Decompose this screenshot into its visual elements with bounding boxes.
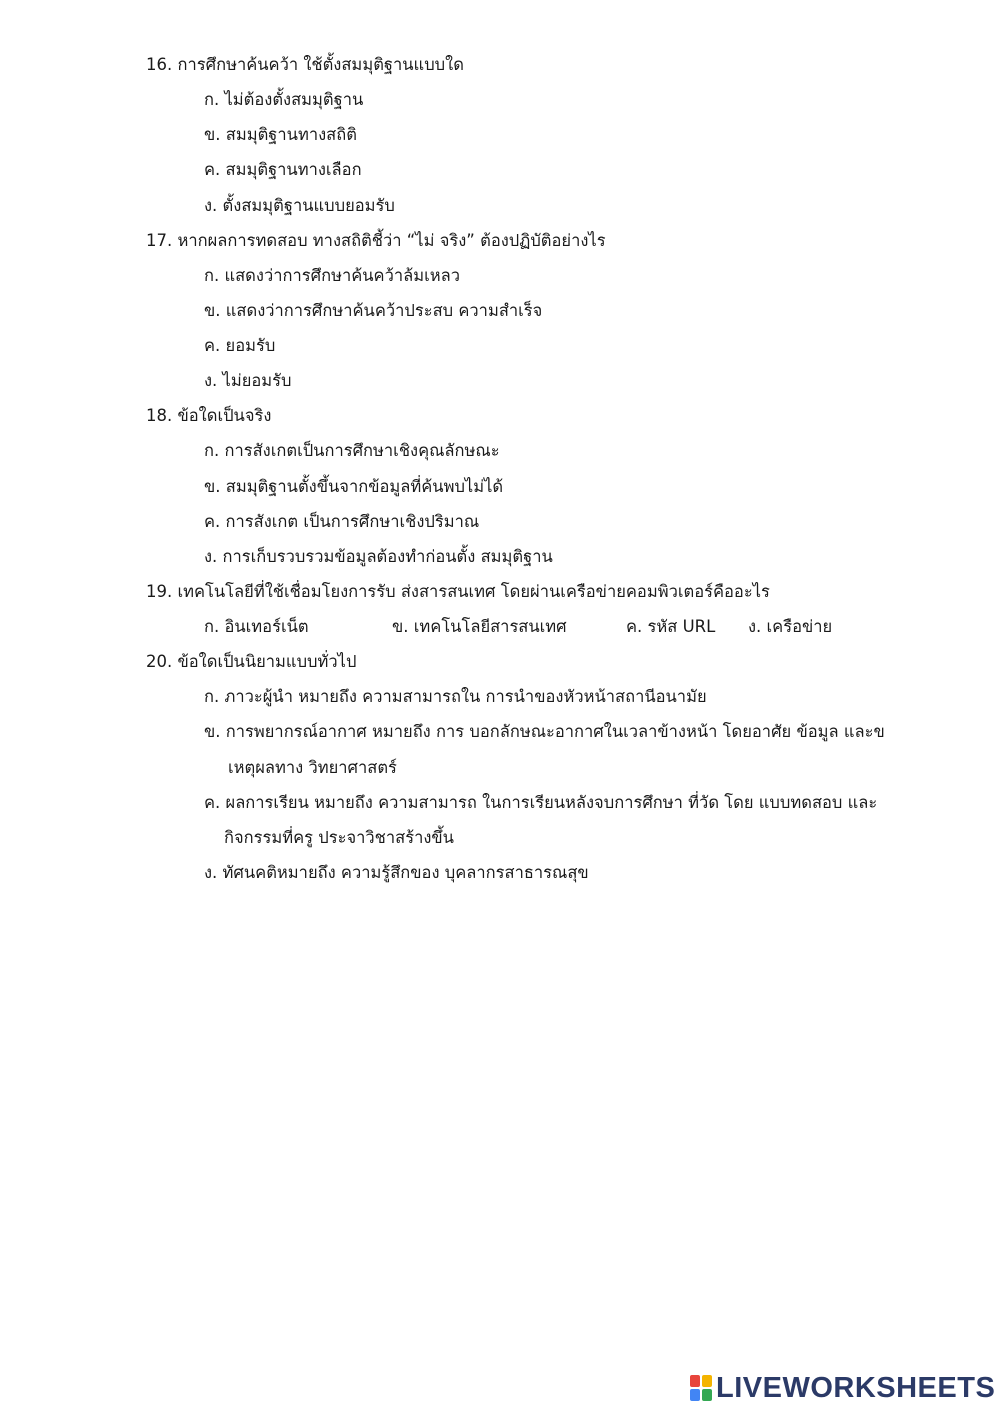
question-20: 20. ข้อใดเป็นนิยามแบบทั่วไป <box>146 652 357 671</box>
question-18: 18. ข้อใดเป็นจริง <box>146 406 272 425</box>
question-16-option-c: ค. สมมุติฐานทางเลือก <box>204 160 362 179</box>
question-16-option-b: ข. สมมุติฐานทางสถิติ <box>204 125 357 144</box>
question-20-option-a: ก. ภาวะผู้นำ หมายถึง ความสามารถใน การนำของหัวหน้าสถานีอนามัย <box>204 687 707 706</box>
question-18-option-a: ก. การสังเกตเป็นการศึกษาเชิงคุณลักษณะ <box>204 441 500 460</box>
question-20-option-b: ข. การพยากรณ์อากาศ หมายถึง การ บอกลักษณะอากาศในเวลาข้างหน้า โดยอาศัย ข้อมูล และข <box>204 722 885 741</box>
question-20-option-c-continued: กิจกรรมที่ครู ประจาวิชาสร้างขึ้น <box>224 828 454 847</box>
question-18-option-c: ค. การสังเกต เป็นการศึกษาเชิงปริมาณ <box>204 512 480 531</box>
question-17-option-c: ค. ยอมรับ <box>204 336 276 355</box>
question-17-option-a: ก. แสดงว่าการศึกษาค้นคว้าล้มเหลว <box>204 266 460 285</box>
question-16: 16. การศึกษาค้นคว้า ใช้ตั้งสมมุติฐานแบบใด <box>146 55 464 74</box>
brand-text: LIVEWORKSHEETS <box>716 1372 996 1404</box>
question-16-option-d: ง. ตั้งสมมุติฐานแบบยอมรับ <box>204 196 395 215</box>
question-19-option-a: ก. อินเทอร์เน็ต <box>204 617 309 636</box>
liveworksheets-logo <box>690 1372 995 1404</box>
question-17: 17. หากผลการทดสอบ ทางสถิติชี้ว่า “ไม่ จริง” ต้องปฏิบัติอย่างไร <box>146 231 606 250</box>
question-17-option-d: ง. ไม่ยอมรับ <box>204 371 292 390</box>
question-17-option-b: ข. แสดงว่าการศึกษาค้นคว้าประสบ ความสำเร็จ <box>204 301 543 320</box>
liveworksheets-mark-icon <box>690 1375 712 1401</box>
mark-square-1 <box>690 1375 700 1387</box>
mark-square-2 <box>702 1375 712 1387</box>
question-19-option-c: ค. รหัส URL <box>626 617 716 636</box>
question-18-option-d: ง. การเก็บรวบรวมข้อมูลต้องทำก่อนตั้ง สมมุติฐาน <box>204 547 553 566</box>
question-20-option-d: ง. ทัศนคติหมายถึง ความรู้สึกของ บุคลากรสาธารณสุข <box>204 863 589 882</box>
question-16-option-a: ก. ไม่ต้องตั้งสมมุติฐาน <box>204 90 364 109</box>
mark-square-4 <box>702 1389 712 1401</box>
question-20-option-c: ค. ผลการเรียน หมายถึง ความสามารถ ในการเรียนหลังจบการศึกษา ที่วัด โดย แบบทดสอบ และ <box>204 793 878 812</box>
question-18-option-b: ข. สมมุติฐานตั้งขึ้นจากข้อมูลที่ค้นพบไม่ได้ <box>204 477 504 496</box>
question-19-option-d: ง. เครือข่าย <box>748 617 833 636</box>
question-19-option-b: ข. เทคโนโลยีสารสนเทศ <box>392 617 567 636</box>
question-19: 19. เทคโนโลยีที่ใช้เชื่อมโยงการรับ ส่งสารสนเทศ โดยผ่านเครือข่ายคอมพิวเตอร์คืออะไร <box>146 582 770 601</box>
question-20-option-b-continued: เหตุผลทาง วิทยาศาสตร์ <box>228 758 397 777</box>
mark-square-3 <box>690 1389 700 1401</box>
